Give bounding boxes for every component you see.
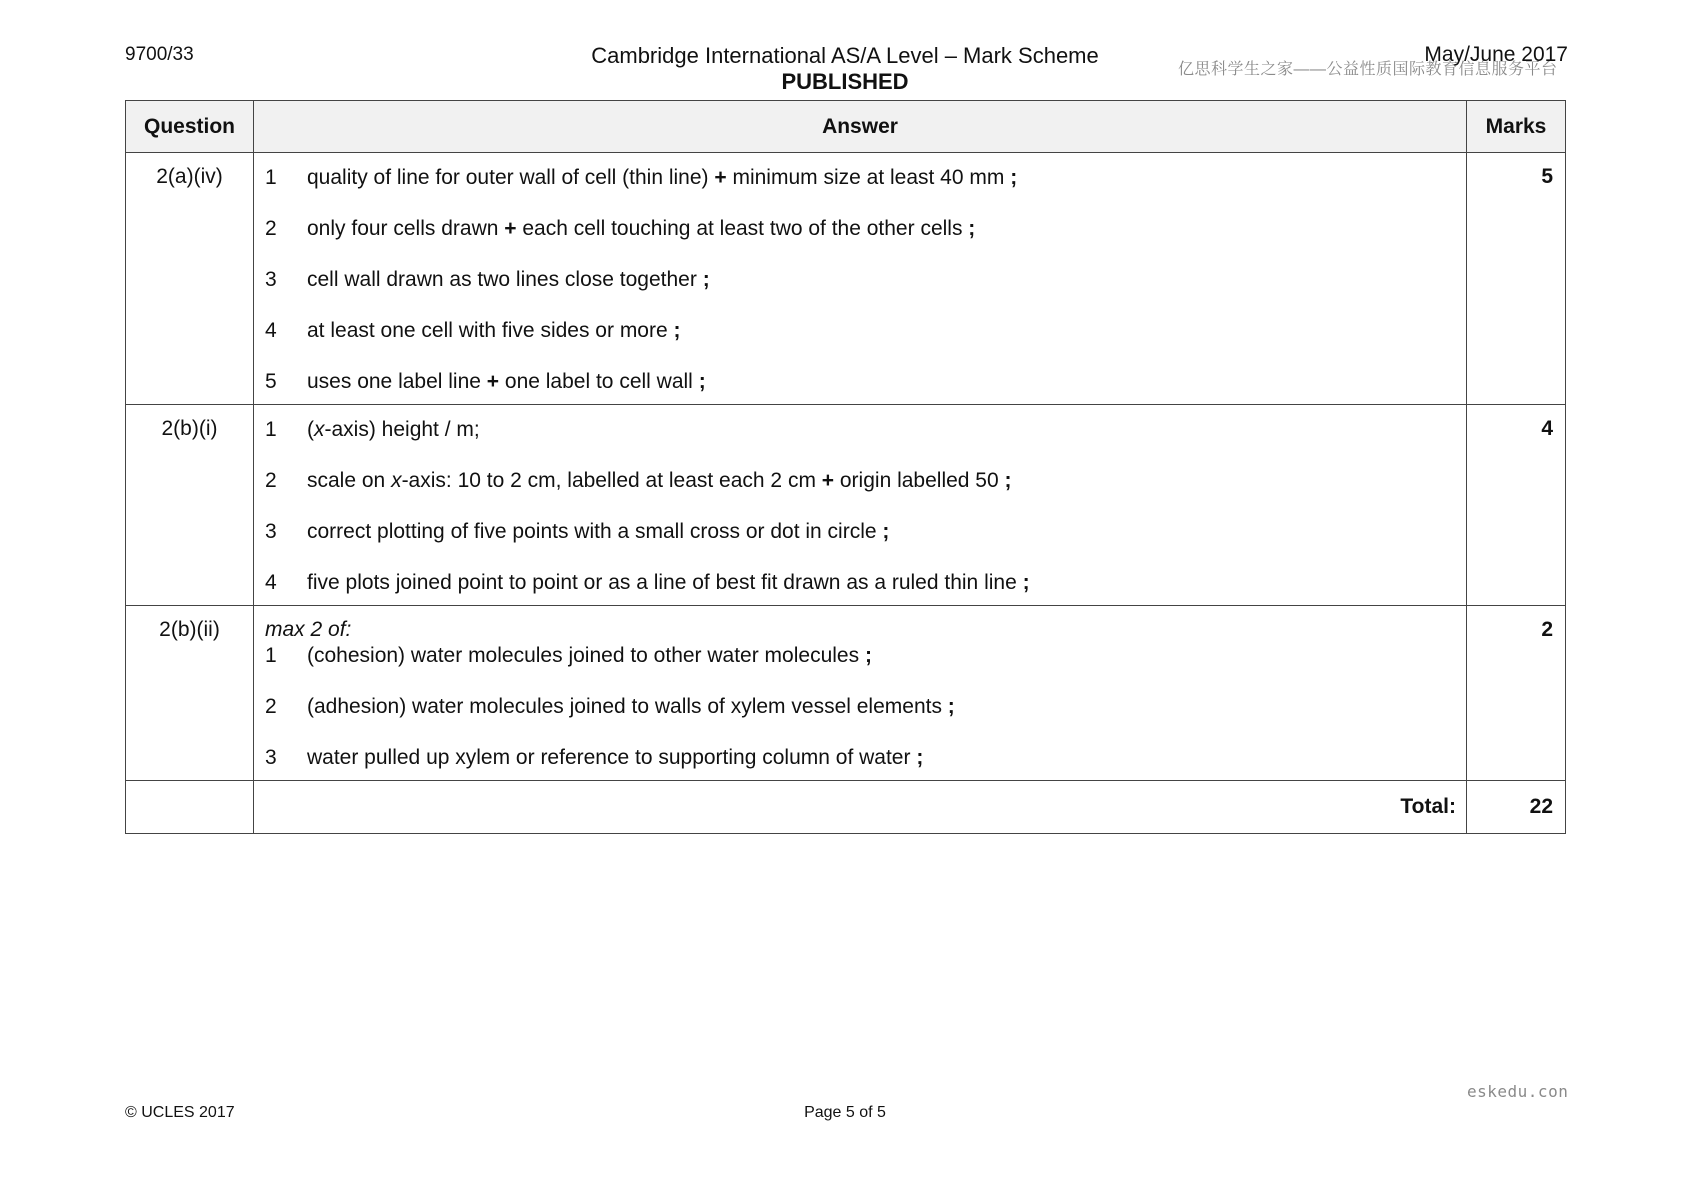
marking-point-number: 3: [265, 746, 277, 769]
marking-point: [265, 369, 1456, 395]
bold-symbol: +: [821, 469, 835, 492]
bold-symbol: ;: [1010, 166, 1018, 189]
text-segment: scale on: [307, 469, 392, 492]
marking-point-number: 1: [265, 418, 277, 441]
page-number: Page 5 of 5: [804, 1104, 886, 1121]
marking-point-number: 4: [265, 319, 277, 342]
text-segment: one label to cell wall: [499, 370, 699, 393]
bold-symbol: +: [714, 166, 727, 189]
table-row: [126, 405, 1566, 606]
footer-watermark: eskedu.con: [1467, 1082, 1569, 1101]
marks-value: 2: [1467, 606, 1566, 781]
text-segment: each cell touching at least two of the other cells: [516, 217, 969, 240]
marking-point-number: 2: [265, 217, 277, 240]
text-segment: five plots joined point to point or as a line of best fit drawn as a ruled thin line: [307, 571, 1023, 594]
total-marks: 22: [1467, 781, 1566, 834]
marking-point-text: [307, 745, 923, 771]
marking-point-text: [307, 643, 872, 669]
marking-point-text: [307, 570, 1030, 596]
text-segment: correct plotting of five points with a small cross or dot in circle: [307, 520, 883, 543]
marking-point-number: 1: [265, 166, 277, 189]
marking-point-number: 2: [265, 469, 277, 492]
exam-session-date: May/June 2017: [1424, 43, 1568, 66]
marking-point: [265, 570, 1456, 596]
marking-point-text: [307, 369, 706, 395]
text-segment: cell wall drawn as two lines close together: [307, 268, 703, 291]
table-body: [126, 153, 1566, 781]
marking-point-text: [307, 417, 480, 443]
marking-point: [265, 643, 1456, 669]
marking-point: [265, 216, 1456, 242]
bold-symbol: ;: [916, 746, 924, 769]
marking-point: [265, 165, 1456, 191]
marking-point: [265, 267, 1456, 293]
marking-point: [265, 417, 1456, 443]
marking-point-text: [307, 165, 1017, 191]
paper-code: 9700/33: [125, 44, 194, 65]
bold-symbol: ;: [1004, 469, 1012, 492]
marking-point-text: [307, 267, 710, 293]
question-number: 2(a)(iv): [126, 153, 254, 405]
total-label: Total:: [254, 781, 1467, 834]
text-segment: uses one label line: [307, 370, 487, 393]
marking-point-text: [307, 216, 975, 242]
italic-text: x: [391, 469, 402, 492]
marks-column-header: Marks: [1467, 101, 1566, 153]
answer-cell: [254, 405, 1467, 606]
answer-cell: [254, 153, 1467, 405]
copyright: © UCLES 2017: [125, 1104, 235, 1121]
document-title: Cambridge International AS/A Level – Mark Scheme: [591, 43, 1099, 68]
bold-symbol: +: [486, 370, 500, 393]
text-segment: quality of line for outer wall of cell (thin line): [307, 166, 715, 189]
marks-value: 4: [1467, 405, 1566, 606]
marking-point: [265, 318, 1456, 344]
table-header-row: [126, 101, 1566, 153]
marking-point-text: [307, 318, 681, 344]
bold-symbol: ;: [882, 520, 890, 543]
marking-point: [265, 745, 1456, 771]
marking-point-text: [307, 694, 955, 720]
bold-symbol: ;: [947, 695, 955, 718]
text-segment: origin labelled 50: [834, 469, 1005, 492]
text-segment: -axis: 10 to 2 cm, labelled at least each 2 cm: [401, 469, 822, 492]
question-column-header: Question: [126, 101, 254, 153]
marking-point-number: 1: [265, 644, 277, 667]
marking-point-number: 5: [265, 370, 277, 393]
marking-point-number: 3: [265, 520, 277, 543]
bold-symbol: ;: [702, 268, 710, 291]
question-number: 2(b)(i): [126, 405, 254, 606]
marking-point-text: [307, 519, 889, 545]
text-segment: -axis) height / m;: [324, 418, 480, 441]
answer-column-header: Answer: [254, 101, 1467, 153]
marking-point: [265, 519, 1456, 545]
published-label: PUBLISHED: [781, 69, 909, 94]
total-row: [126, 781, 1566, 834]
text-segment: water pulled up xylem or reference to supporting column of water: [307, 746, 917, 769]
bold-symbol: ;: [968, 217, 976, 240]
text-segment: minimum size at least 40 mm: [726, 166, 1011, 189]
bold-symbol: ;: [673, 319, 681, 342]
bold-symbol: ;: [1022, 571, 1030, 594]
bold-symbol: ;: [864, 644, 872, 667]
header-watermark: 亿思科学生之家——公益性质国际教育信息服务平台: [1178, 61, 1558, 78]
marks-value: 5: [1467, 153, 1566, 405]
text-segment: at least one cell with five sides or more: [307, 319, 674, 342]
answer-cell: [254, 606, 1467, 781]
marking-point-text: [307, 468, 1012, 494]
text-segment: (: [307, 418, 314, 441]
bold-symbol: ;: [698, 370, 706, 393]
text-segment: only four cells drawn: [307, 217, 505, 240]
marking-point: [265, 694, 1456, 720]
marking-point: [265, 468, 1456, 494]
text-segment: (adhesion) water molecules joined to walls of xylem vessel elements: [307, 695, 948, 718]
question-number: 2(b)(ii): [126, 606, 254, 781]
table-row: [126, 153, 1566, 405]
bold-symbol: +: [504, 217, 517, 240]
answer-intro: max 2 of:: [265, 618, 352, 641]
text-segment: (cohesion) water molecules joined to other water molecules: [307, 644, 865, 667]
italic-text: x: [314, 418, 325, 441]
table-row: [126, 606, 1566, 781]
marking-point-number: 4: [265, 571, 277, 594]
total-question-cell: [126, 781, 254, 834]
mark-scheme-table: [125, 100, 1566, 834]
marking-point-number: 3: [265, 268, 277, 291]
marking-point-number: 2: [265, 695, 277, 718]
